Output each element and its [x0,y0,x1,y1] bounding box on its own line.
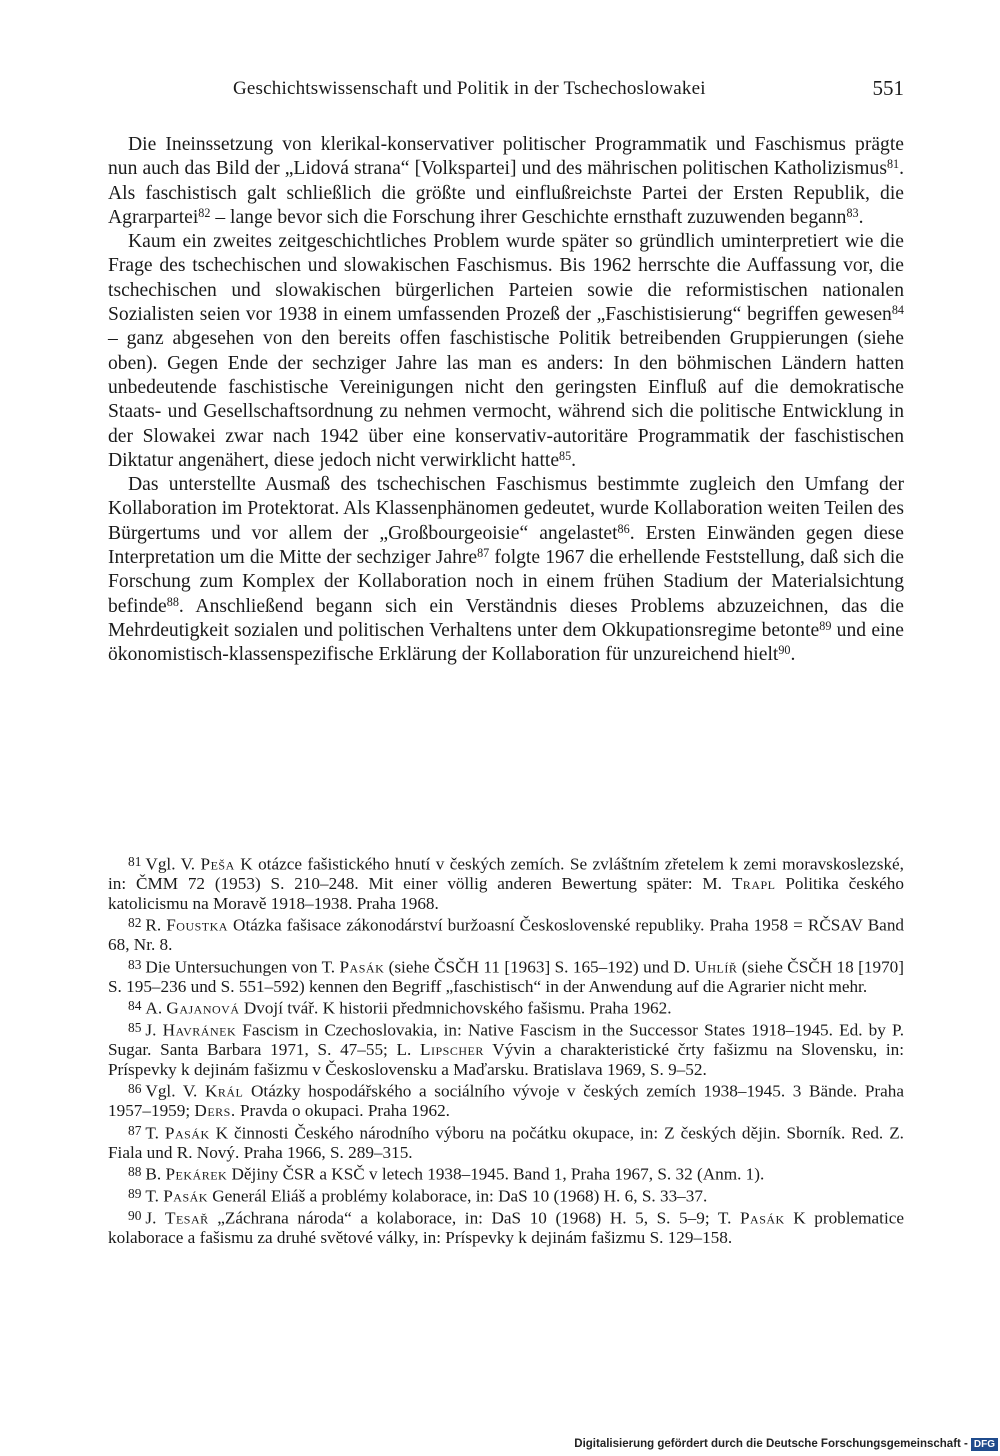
footnote-number: 88 [128,1164,142,1180]
footnote-ref[interactable]: 82 [198,205,211,220]
footnote: 84 A. Gajanová Dvojí tvář. K historii předmnichovského fašismu. Praha 1962. [128,998,672,1018]
footnote: 83 Die Untersuchungen von T. Pasák (siehe ČSČH 11 [1963] S. 165–192) und D. Uhlíř (siehe ČSČH 18 [1970] S. 195–236 und S. 551–592) kennen den Begriff „faschistisch“ in der Anwendung auf die Agrarier nicht mehr. [108,956,904,996]
footnote-ref[interactable]: 87 [477,545,490,560]
author-name: Havránek [162,1020,237,1040]
footnote: 88 B. Pekárek Dějiny ČSR a KSČ v letech 1938–1945. Band 1, Praha 1967, S. 32 (Anm. 1). [128,1164,765,1184]
footnote-number: 83 [128,956,142,972]
footnote-ref[interactable]: 85 [559,448,572,463]
author-name: Pasák [739,1208,785,1228]
author-name: Gajanová [166,998,240,1018]
paragraph: Kaum ein zweites zeitgeschichtliches Problem wurde später so gründlich uminterpretiert wie die Frage des tschechischen und slowakischen Faschismus. Bis 1962 herrschte die Auffassung vor, die tschechischen und slowakischen bürgerlichen Parteien sowie die reformistischen nationalen Sozialisten seien vor 1938 in einem umfassenden Prozeß der „Faschistisierung“ begriffen gewesen$^{84}$ – ganz abgesehen von den bereits offen faschistische Politik betreibenden Gruppierungen (siehe oben). Gegen Ende der sechziger Jahre las man es anders: In den böhmischen Ländern hatten unbedeutende faschistische Vereinigungen nicht den geringsten Einfluß auf die demokratische Staats- und Gesellschaftsordnung zu nehmen vermocht, während sich die politische Entwicklung in der Slowakei zwar nach 1942 über eine konservativ-autoritäre Programmatik der faschistischen Diktatur angenähert, diese jedoch nicht verwirklicht hatte$^{85}$. [108,231,904,471]
author-name: Pasák [163,1186,208,1206]
author-name: Tesař [164,1208,209,1228]
footnote-number: 87 [128,1122,142,1138]
footnote-number: 85 [128,1020,142,1036]
footnote: 87 T. Pasák K činnosti Českého národního výboru na počátku okupace, in: Z českých dějin. Sborník. Red. Z. Fiala und R. Nový. Praha 1966, S. 289–315. [108,1122,904,1162]
author-name: Ders. [194,1101,236,1121]
main-text [108,133,904,668]
page-header [108,78,904,108]
footnote-ref[interactable]: 86 [617,521,630,536]
footnote-ref[interactable]: 88 [166,594,179,609]
author-name: Uhlíř [694,957,738,976]
footnote: 86 Vgl. V. Král Otázky hospodářského a sociálního vývoje v českých zemích 1938–1945. 3 Bände. Praha 1957–1959; Ders. Pravda o okupaci. Praha 1962. [108,1081,904,1121]
footnote-ref[interactable]: 84 [891,303,904,318]
running-title: Geschichtswissenschaft und Politik in der Tschechoslowakei [233,78,706,99]
footnote-number: 82 [128,915,142,931]
paragraph: Das unterstellte Ausmaß des tschechischen Faschismus bestimmte zugleich den Umfang der Kollaboration im Protektorat. Als Klassenphänomen gedeutet, wurde Kollaboration weiten Teilen des Bürgertums und vor allem der „Großbourgeoisie“ angelastet$^{86}$. Ersten Einwänden gegen diese Interpretation um die Mitte der sechziger Jahre$^{87}$ folgte 1967 die erhellende Feststellung, daß sich die Forschung zum Komplex der Kollaboration noch in einem frühen Stadium der Materialsichtung befinde$^{88}$. Anschließend begann sich ein Verständnis dieses Problems abzuzeichnen, das die Mehrdeutigkeit sozialen und politischen Verhaltens unter dem Okkupationsregime betonte$^{89}$ und eine ökonomistisch-klassenspezifische Erklärung der Kollaboration für unzureichend hielt$^{90}$. [108,474,905,666]
author-name: Pasák [339,957,385,976]
footnote: 90 J. Tesař „Záchrana národa“ a kolaborace, in: DaS 10 (1968) H. 5, S. 5–9; T. Pasák K problematice kolaborace a fašismu za druhé světové války, in: Príspevky k dejinám fašizmu S. 129–158. [108,1208,904,1248]
footnote-ref[interactable]: 81 [886,157,900,172]
footnote-ref[interactable]: 83 [846,205,859,220]
footnote: 85 J. Havránek Fascism in Czechoslovakia, in: Native Fascism in the Successor States 1918–1945. Ed. by P. Sugar. Santa Barbara 1971, S. 47–55; L. Lipscher Vývin a charakteristické črty fašizmu na Slovensku, in: Príspevky k dejinám fašizmu v Československu a Maďarsku. Bratislava 1969, S. 9–52. [108,1020,904,1079]
digitization-credit: Digitalisierung gefördert durch die Deutsche Forschungsgemeinschaft - [574,1438,968,1450]
author-name: Peša [200,854,235,874]
author-name: Pekárek [165,1164,228,1184]
author-name: Pasák [164,1123,210,1143]
footnote-number: 86 [128,1081,142,1097]
author-name: Král [204,1081,244,1101]
paragraph: Die Ineinssetzung von klerikal-konservativer politischer Programmatik und Faschismus prägte nun auch das Bild der „Lidová strana“ [Volkspartei] und des mährischen politischen Katholizismus$^{81}$. Als faschistisch galt schließlich die größte und einflußreichste Partei der Ersten Republik, die Agrarpartei$^{82}$ – lange bevor sich die Forschung ihrer Geschichte ernsthaft zuzuwenden begann$^{83}$. [108,134,904,228]
footnote-number: 90 [128,1208,142,1224]
footnote-number: 81 [128,854,142,869]
footnote: 89 T. Pasák Generál Eliáš a problémy kolaborace, in: DaS 10 (1968) H. 6, S. 33–37. [128,1186,708,1206]
author-name: Foustka [166,915,228,935]
footnote-number: 89 [128,1186,142,1202]
page-number: 551 [872,76,904,100]
footnote-ref[interactable]: 90 [778,643,791,658]
footnotes [108,852,904,1248]
footnote: 82 R. Foustka Otázka fašisace zákonodárství buržoasní Československé republiky. Praha 1958 = RČSAV Band 68, Nr. 8. [108,915,905,955]
author-name: Lipscher [420,1040,484,1060]
footnote-ref[interactable]: 89 [819,618,832,633]
footnote: 81 Vgl. V. Peša K otázce fašistického hnutí v českých zemích. Se zvláštním zřetelem k zemi moravskoslezské, in: ČMM 72 (1953) S. 210–248. Mit einer völlig anderen Bewertung später: M. Trapl Politika českého katolicismu na Moravě 1918–1938. Praha 1968. [108,854,904,913]
digitization-footer [574,1432,1000,1456]
dfg-logo: DFG [971,1438,998,1451]
footnote-number: 84 [128,998,142,1014]
author-name: Trapl [731,873,776,893]
